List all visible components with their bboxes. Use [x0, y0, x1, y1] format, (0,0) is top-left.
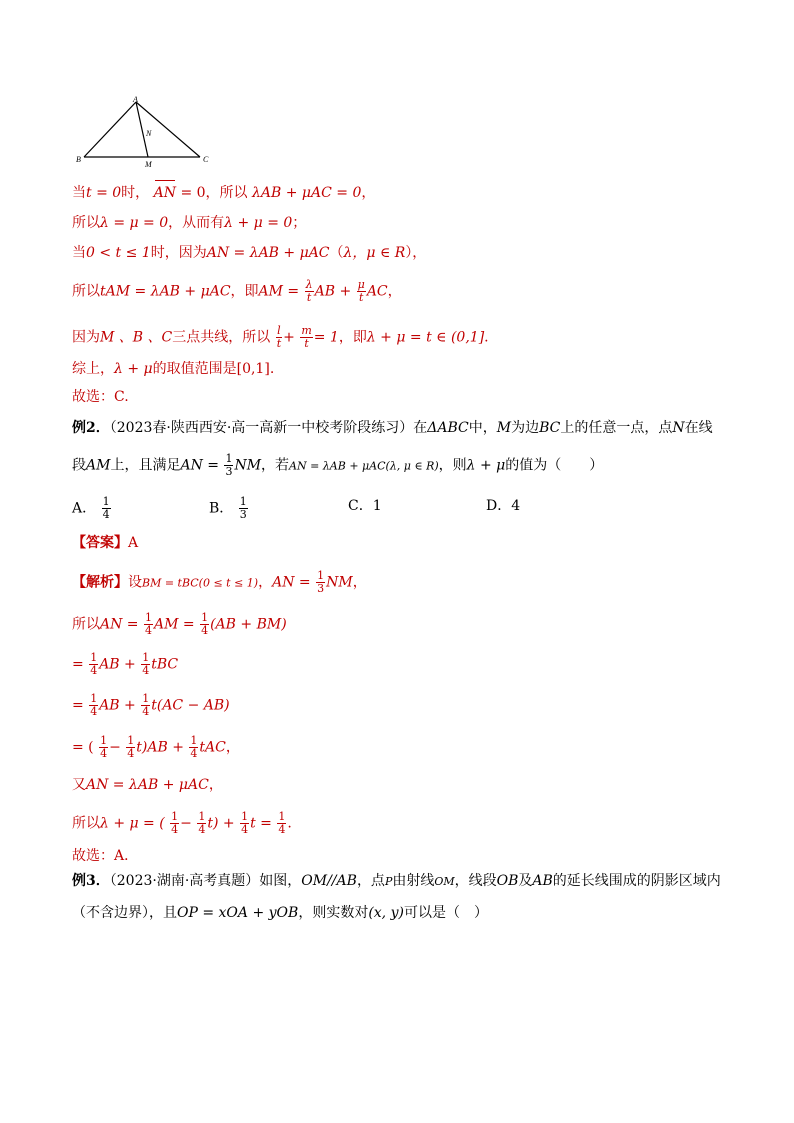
text: ，则 [438, 457, 467, 474]
math: = [72, 656, 84, 673]
text: ， [387, 283, 402, 300]
vector-an: AN [153, 185, 176, 201]
math: N [672, 420, 685, 436]
analysis-label: 【解析】 [72, 574, 128, 591]
text: 上的任意一点，点 [560, 420, 673, 436]
denominator: 4 [100, 747, 108, 760]
text: . [269, 361, 275, 377]
text: ； [292, 215, 307, 231]
text: 中， [468, 420, 497, 436]
math: (AB + BM) [210, 616, 287, 633]
math: + [283, 329, 295, 346]
math: AN = λAB + μAC [86, 777, 209, 793]
numerator: 1 [127, 734, 135, 747]
math: OM//AB [301, 873, 357, 889]
math: P [384, 875, 393, 888]
fraction [126, 735, 135, 760]
text: 的延长线围成的阴影区域内 [552, 873, 721, 889]
text: 故选：A． [72, 848, 139, 864]
analysis-line-7 [72, 811, 292, 836]
math: NM [326, 574, 353, 591]
denominator: 4 [90, 664, 98, 677]
text: 又 [72, 777, 86, 793]
math: t)AB + [136, 739, 184, 756]
math: OM [434, 875, 455, 888]
numerator: 1 [190, 734, 198, 747]
math: AN = λAB + μAC(λ, μ ∈ R) [289, 459, 439, 473]
example-number: 例3． [72, 873, 110, 889]
denominator: 4 [145, 624, 152, 637]
text: 时，因为 [150, 245, 207, 261]
example3-line-2 [72, 903, 488, 923]
math: OB [496, 873, 519, 889]
math: = ( [72, 739, 94, 756]
text: 为边 [511, 420, 540, 436]
text: 所以 [72, 815, 100, 832]
math: M 、B 、C [100, 329, 173, 346]
fraction [300, 325, 312, 350]
denominator: 4 [190, 747, 198, 760]
denominator: 4 [171, 823, 179, 836]
example-number: 例2． [72, 420, 110, 436]
text: ， [258, 574, 273, 591]
option-a[interactable] [72, 496, 112, 521]
numerator: 1 [90, 692, 98, 705]
fraction [357, 279, 366, 304]
numerator: 1 [171, 810, 179, 823]
denominator: 4 [201, 624, 209, 637]
denominator: 4 [90, 705, 98, 718]
math: AC [366, 283, 388, 300]
label-b: B [76, 155, 81, 164]
math: = [72, 697, 84, 714]
text: 当 [72, 185, 86, 201]
numerator: 1 [90, 651, 98, 664]
math: − [109, 739, 121, 756]
numerator: 1 [198, 810, 206, 823]
solution-line-6 [72, 359, 274, 379]
example3-line-1 [72, 871, 721, 892]
fraction [99, 735, 108, 760]
denominator: 4 [198, 823, 206, 836]
option-b[interactable] [209, 496, 249, 521]
text: ，从而有 [168, 215, 225, 231]
text: 及 [518, 873, 533, 889]
math: λ + μ = 0 [224, 215, 293, 231]
text: （2023春·陕西西安·高一高新一中校考阶段练习）在 [109, 420, 428, 436]
option-label: B． [209, 500, 234, 517]
denominator: 3 [225, 465, 233, 478]
math: 0 < t ≤ 1 [86, 245, 151, 261]
solution-line-3 [72, 243, 426, 263]
numerator: 1 [317, 569, 325, 582]
numerator: 1 [100, 734, 108, 747]
denominator: 3 [239, 508, 247, 521]
math: AB + [99, 656, 136, 673]
analysis-line-6 [72, 775, 223, 795]
option-c[interactable] [348, 496, 382, 516]
text: 可以是（ ） [403, 905, 488, 921]
denominator: 4 [278, 823, 286, 836]
fraction [197, 811, 206, 836]
math: AN = [272, 574, 311, 591]
text: 因为 [72, 329, 100, 346]
answer-line [72, 533, 138, 553]
fraction [144, 612, 153, 637]
fraction [141, 652, 150, 677]
text: 的取值范围是 [152, 361, 237, 377]
fraction [224, 453, 233, 478]
math: t(AC − AB) [151, 697, 230, 714]
text: 在线 [684, 420, 713, 436]
math: λ，μ ∈ R [343, 245, 406, 261]
math: − [180, 815, 192, 832]
example2-conclusion [72, 846, 138, 866]
math: λ + μ = t ∈ (0,1] [366, 329, 485, 346]
text: ， [361, 185, 376, 201]
option-label: C．1 [348, 498, 382, 514]
math: M [496, 420, 512, 436]
denominator: 4 [142, 705, 150, 718]
text: ， [352, 574, 367, 591]
math: λ + μ = ( [100, 815, 165, 832]
text: 由射线 [392, 873, 435, 889]
text: 的值为（ ） [505, 457, 604, 474]
segment-ab [84, 102, 136, 157]
text: ，即 [338, 329, 367, 346]
denominator: 4 [241, 823, 249, 836]
math: OP = xOA + yOB [177, 905, 299, 921]
solution-line-5 [72, 325, 489, 350]
text: 所以 [72, 283, 100, 300]
numerator: 1 [102, 495, 110, 508]
text: 时， [121, 185, 150, 201]
math: AB + [314, 283, 352, 300]
math: NM [234, 457, 262, 474]
math: AM [86, 457, 111, 474]
math: t) + [207, 815, 235, 832]
math: λ + μ [114, 361, 153, 377]
math: AM = [258, 283, 300, 300]
text: ，点 [356, 873, 385, 889]
numerator: 1 [239, 495, 247, 508]
denominator: t [359, 291, 364, 304]
text: （不含边界），且 [72, 905, 177, 921]
math: t = 0 [86, 185, 122, 201]
text: （ [329, 245, 344, 261]
text: 综上， [72, 361, 114, 377]
numerator: l [277, 324, 281, 337]
solution-line-2 [72, 213, 306, 233]
fraction [189, 735, 198, 760]
text: ， [208, 777, 223, 793]
math: λ + μ [466, 457, 506, 474]
math: (x, y) [368, 905, 404, 921]
label-n: N [146, 129, 152, 138]
text: 故选：C. [72, 389, 129, 405]
solution-line-1 [72, 183, 375, 203]
math: AB + [99, 697, 136, 714]
text: 所以 [72, 616, 100, 633]
text: 所以 [72, 215, 100, 231]
text: 设 [128, 574, 142, 591]
text: ，即 [230, 283, 259, 300]
fraction [316, 570, 325, 595]
analysis-line-3 [72, 652, 178, 677]
label-m: M [145, 160, 152, 168]
denominator: 3 [317, 582, 325, 595]
example2-line-1 [72, 418, 713, 438]
text: . [484, 329, 489, 346]
fraction [141, 693, 150, 718]
denominator: 4 [102, 508, 110, 521]
fraction [239, 496, 248, 521]
denominator: t [304, 337, 309, 350]
numerator: 1 [201, 611, 209, 624]
text: ，线段 [454, 873, 497, 889]
math: = 1 [313, 329, 339, 346]
answer-label: 【答案】 [72, 535, 128, 551]
text: = 0，所以 [180, 185, 248, 201]
math: BC [539, 420, 561, 436]
solution-line-4 [72, 279, 402, 304]
analysis-line-4 [72, 693, 230, 718]
text: ， [225, 739, 240, 756]
label-c: C [203, 155, 209, 164]
analysis-line-1 [72, 570, 367, 595]
math: AN = [100, 616, 139, 633]
fraction [277, 811, 286, 836]
fraction [305, 279, 314, 304]
numerator: 1 [241, 810, 249, 823]
text: . [287, 815, 292, 832]
text: 段 [72, 457, 86, 474]
analysis-line-2 [72, 612, 287, 637]
numerator: 1 [142, 651, 150, 664]
text: ，则实数对 [298, 905, 369, 921]
fraction [89, 652, 98, 677]
math: AN = λAB + μAC [206, 245, 330, 261]
text: 上，且满足 [110, 457, 181, 474]
example2-line-2 [72, 453, 603, 478]
denominator: t [306, 291, 312, 304]
math: tAM = λAB + μAC [100, 283, 231, 300]
math: [0,1] [236, 361, 270, 377]
label-a: A [133, 96, 138, 104]
math: tBC [151, 656, 179, 673]
option-d[interactable] [486, 496, 520, 516]
math: AM = [154, 616, 195, 633]
numerator: λ [305, 278, 313, 291]
math: ΔABC [427, 420, 469, 436]
numerator: 1 [225, 452, 233, 465]
math: AB [532, 873, 553, 889]
numerator: μ [357, 278, 365, 291]
fraction [89, 693, 98, 718]
text: 三点共线，所以 [172, 329, 271, 346]
analysis-line-5 [72, 735, 240, 760]
fraction [240, 811, 249, 836]
numerator: m [301, 324, 312, 337]
math: t = [250, 815, 272, 832]
solution-conclusion [72, 387, 129, 407]
text: ）， [405, 245, 427, 261]
denominator: t [276, 337, 282, 350]
fraction [170, 811, 179, 836]
fraction [276, 325, 282, 350]
math: AN = [180, 457, 219, 474]
option-label: A． [72, 500, 97, 517]
numerator: 1 [278, 810, 286, 823]
denominator: 4 [127, 747, 135, 760]
triangle-figure [72, 96, 222, 168]
fraction [102, 496, 111, 521]
answer-value: A [128, 535, 139, 551]
math: λAB + μAC = 0 [252, 185, 362, 201]
numerator: 1 [142, 692, 150, 705]
math: BM = tBC(0 ≤ t ≤ 1) [142, 576, 259, 590]
text: ，若 [261, 457, 290, 474]
text: 当 [72, 245, 86, 261]
text: （2023·湖南·高考真题）如图， [109, 873, 302, 889]
fraction [200, 612, 209, 637]
math: tAC [199, 739, 226, 756]
numerator: 1 [145, 611, 152, 624]
math: λ = μ = 0 [100, 215, 169, 231]
option-label: D．4 [486, 498, 521, 514]
denominator: 4 [142, 664, 150, 677]
